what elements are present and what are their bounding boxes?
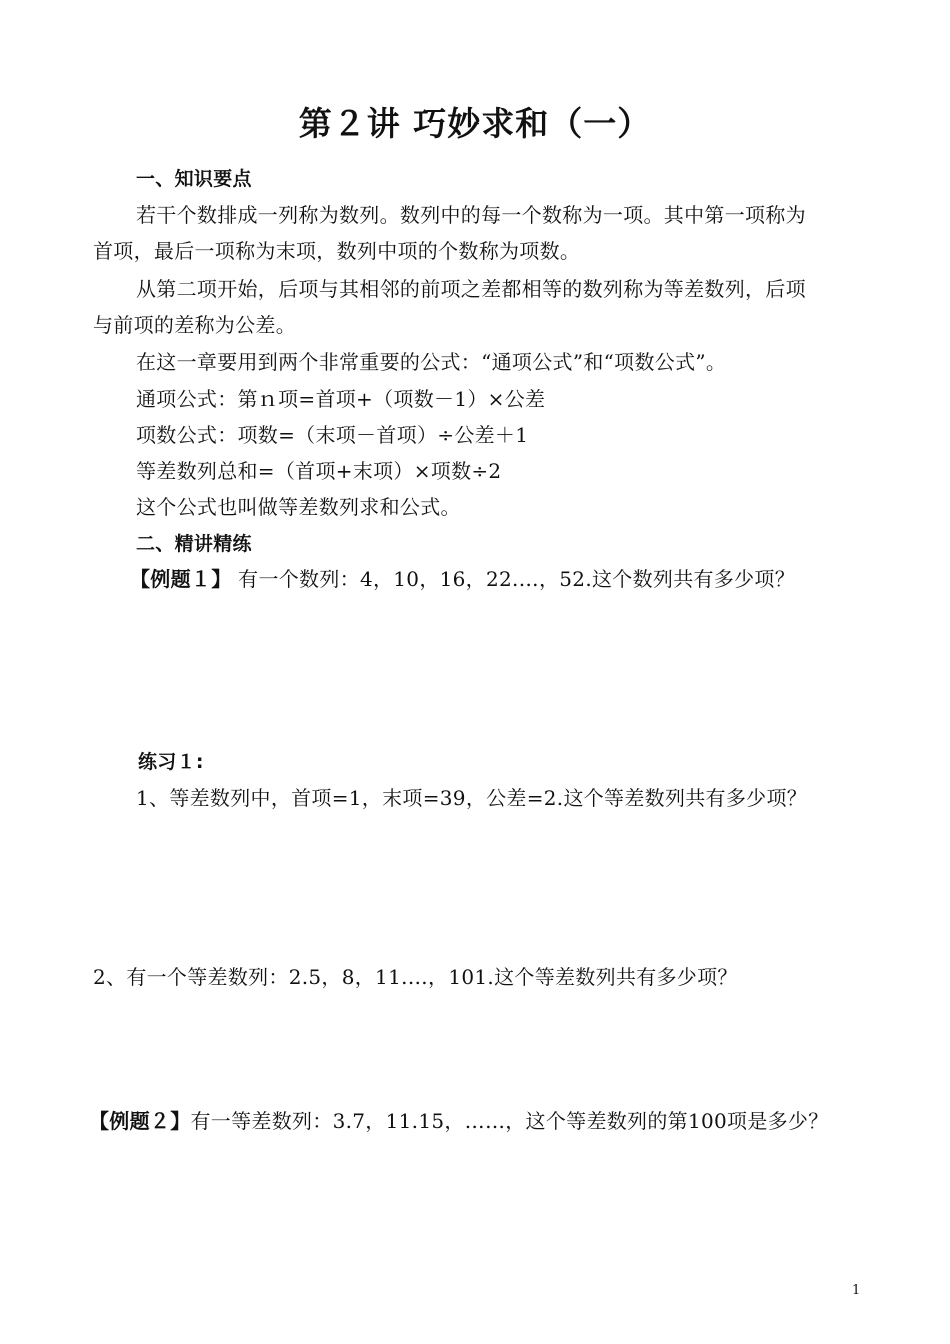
- practice-1-question-1: 1、等差数列中，首项=1，末项=39，公差=2.这个等差数列共有多少项？: [136, 786, 808, 810]
- paragraph-arithmetic-line2: 与前项的差称为公差。: [93, 313, 296, 337]
- example-1: [130, 566, 795, 592]
- example-2-label: 【例题２】: [89, 1109, 191, 1133]
- paragraph-arithmetic-line1: 从第二项开始，后项与其相邻的前项之差都相等的数列称为等差数列，后项: [136, 277, 806, 301]
- formula-term-count: 项数公式：项数=（末项－首项）÷公差＋1: [136, 423, 529, 447]
- page-title: 第２讲 巧妙求和（一）: [298, 104, 652, 143]
- page-number: 1: [852, 1283, 861, 1298]
- formula-general-term: 通项公式：第ｎ项=首项+（项数－1）×公差: [136, 387, 546, 411]
- example-2: [89, 1108, 829, 1134]
- practice-1-label: 练习１:: [138, 751, 204, 773]
- formula-sum: 等差数列总和=（首项+末项）×项数÷2: [136, 459, 502, 483]
- section-heading-knowledge: 一、知识要点: [136, 168, 252, 190]
- paragraph-formulas-intro: 在这一章要用到两个非常重要的公式：“通项公式”和“项数公式”。: [136, 350, 727, 374]
- example-2-text: 有一等差数列：3.7，11.15，……，这个等差数列的第100项是多少？: [190, 1109, 829, 1133]
- example-1-label: 【例题１】: [130, 567, 232, 591]
- paragraph-definition-line2: 首项，最后一项称为末项，数列中项的个数称为项数。: [93, 239, 581, 263]
- section-heading-practice: 二、精讲精练: [136, 533, 252, 555]
- paragraph-sum-note: 这个公式也叫做等差数列求和公式。: [136, 495, 461, 519]
- paragraph-definition-line1: 若干个数排成一列称为数列。数列中的每一个数称为一项。其中第一项称为: [136, 203, 806, 227]
- practice-1-question-2: 2、有一个等差数列：2.5，8，11.…，101.这个等差数列共有多少项？: [93, 965, 738, 989]
- example-1-text: 有一个数列：4，10，16，22.…，52.这个数列共有多少项？: [231, 567, 795, 591]
